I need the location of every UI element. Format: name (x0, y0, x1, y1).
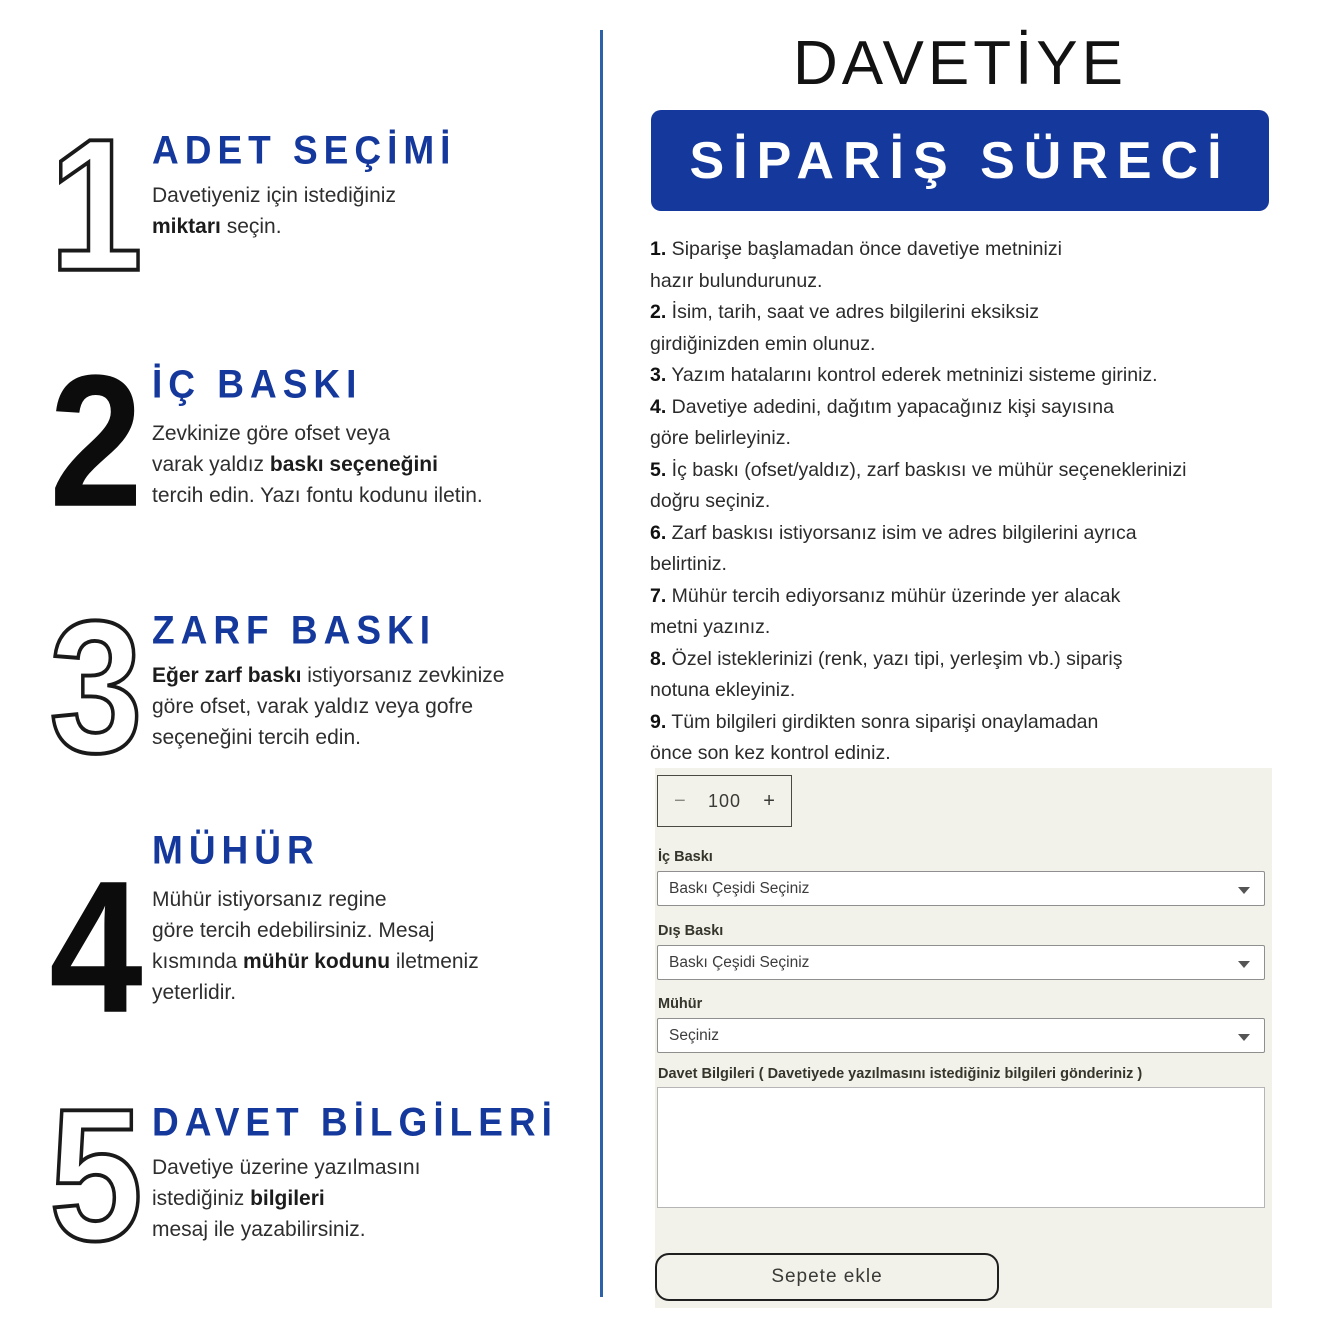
instruction-text: notuna ekleyiniz. (650, 679, 796, 701)
quantity-increase-button[interactable]: + (763, 789, 775, 812)
muhur-label: Mühür (658, 996, 703, 1012)
instruction-text: belirtiniz. (650, 553, 727, 575)
ic-baski-selected-value: Baskı Çeşidi Seçiniz (669, 879, 810, 897)
page-title: DAVETİYE (792, 29, 1128, 98)
step-1-title: ADET SEÇİMİ (152, 128, 457, 173)
step-4 (0, 828, 600, 1053)
davet-bilgileri-label: Davet Bilgileri ( Davetiyede yazılmasını istediğiniz bilgileri gönderiniz ) (658, 1066, 1143, 1082)
step-1-text-2: seçin. (220, 215, 282, 238)
add-to-cart-button[interactable] (655, 1253, 999, 1301)
step-4-title: MÜHÜR (152, 828, 320, 873)
davet-bilgileri-textarea[interactable] (657, 1087, 1265, 1208)
instruction-text: Siparişe başlamadan önce davetiye metninizi (666, 238, 1062, 260)
instruction-number: 3. (650, 364, 667, 386)
instruction-text: İç baskı (ofset/yaldız), zarf baskısı ve mühür seçeneklerinizi (666, 458, 1187, 481)
instruction-item (650, 581, 1290, 644)
step-3 (0, 581, 600, 793)
instruction-number: 9. (650, 710, 667, 733)
add-to-cart-label: Sepete ekle (771, 1266, 883, 1287)
instruction-item (650, 297, 1290, 360)
muhur-select[interactable] (657, 1018, 1265, 1053)
step-3-text: istiyorsanız zevkinize (301, 664, 505, 687)
step-5-body (152, 1152, 582, 1245)
chevron-down-icon (1238, 1034, 1250, 1041)
instruction-item (650, 392, 1290, 455)
step-5-text-2: istediğiniz (152, 1187, 251, 1210)
step-1-text: Davetiyeniz için istediğiniz (152, 184, 396, 207)
instruction-text: Tüm bilgileri girdikten sonra siparişi onaylamadan (666, 710, 1099, 733)
step-3-title: ZARF BASKI (152, 608, 437, 653)
step-2-title: İÇ BASKI (152, 362, 363, 407)
instruction-number: 4. (650, 395, 667, 418)
step-3-number: 3 (49, 581, 139, 793)
instruction-number: 1. (650, 238, 667, 260)
step-1-body (152, 180, 582, 242)
step-2-bold-text: baskı seçeneğini (269, 453, 438, 476)
step-4-text-5: yeterlidir. (152, 981, 237, 1004)
step-5-number: 5 (49, 1069, 139, 1281)
instruction-number: 6. (650, 521, 667, 544)
step-2-text: Zevkinize göre ofset veya (152, 422, 391, 445)
step-4-bold-text: mühür kodunu (243, 950, 391, 973)
step-4-number: 4 (49, 841, 139, 1053)
step-4-text-3: kısmında (152, 950, 244, 973)
quantity-stepper[interactable] (657, 775, 792, 827)
instruction-item (650, 455, 1290, 518)
instruction-number: 2. (650, 301, 667, 323)
instruction-item (650, 644, 1290, 707)
quantity-value: 100 (707, 790, 742, 811)
step-2-body (152, 418, 582, 511)
instruction-text: göre belirleyiniz. (650, 427, 791, 449)
order-process-banner (651, 110, 1269, 211)
chevron-down-icon (1238, 961, 1250, 968)
instruction-item (650, 518, 1290, 581)
step-3-text-2: göre ofset, varak yaldız veya gofre (152, 695, 473, 718)
step-1 (0, 99, 600, 311)
ic-baski-label: İç Baskı (658, 849, 713, 865)
instruction-text: hazır bulundurunuz. (650, 269, 823, 292)
chevron-down-icon (1238, 887, 1250, 894)
instruction-text: Mühür tercih ediyorsanız mühür üzerinde yer alacak (666, 584, 1121, 607)
instruction-number: 8. (650, 647, 667, 670)
instructions-list (650, 234, 1290, 770)
ic-baski-select[interactable] (657, 871, 1265, 906)
instruction-item (650, 234, 1290, 297)
step-1-number: 1 (49, 99, 139, 311)
step-2-number: 2 (49, 335, 139, 547)
muhur-selected-value: Seçiniz (669, 1026, 719, 1044)
step-4-text-2: göre tercih edebilirsiniz. Mesaj (152, 919, 435, 942)
step-2 (0, 335, 600, 547)
vertical-divider (600, 30, 603, 1297)
instruction-text: girdiğinizden emin olunuz. (650, 332, 876, 355)
banner-label: SİPARİŞ SÜRECİ (689, 131, 1231, 190)
order-form-panel (655, 768, 1272, 1308)
step-5-text: Davetiye üzerine yazılmasını (152, 1156, 421, 1179)
dis-baski-selected-value: Baskı Çeşidi Seçiniz (669, 953, 810, 971)
step-1-bold-text: miktarı (152, 215, 221, 238)
instruction-item (650, 707, 1290, 770)
quantity-decrease-button[interactable]: − (674, 789, 686, 812)
instruction-text: metni yazınız. (650, 616, 771, 638)
step-3-body (152, 660, 582, 753)
step-2-text-3: tercih edin. Yazı fontu kodunu iletin. (152, 484, 483, 507)
instruction-text: Yazım hatalarını kontrol ederek metninizi sisteme giriniz. (666, 364, 1158, 386)
instruction-number: 5. (650, 458, 667, 481)
instruction-text: Davetiye adedini, dağıtım yapacağınız kişi sayısına (666, 395, 1114, 418)
step-3-text-3: seçeneğini tercih edin. (152, 726, 361, 749)
dis-baski-select[interactable] (657, 945, 1265, 980)
step-3-bold-text: Eğer zarf baskı (152, 664, 302, 687)
instruction-item (650, 360, 1290, 392)
step-4-text: Mühür istiyorsanız regine (152, 888, 387, 911)
instruction-text: Özel isteklerinizi (renk, yazı tipi, yerleşim vb.) sipariş (666, 647, 1123, 670)
step-5 (0, 1069, 600, 1281)
instruction-text: önce son kez kontrol ediniz. (650, 742, 891, 764)
step-5-text-3: mesaj ile yazabilirsiniz. (152, 1218, 366, 1241)
step-5-bold-text: bilgileri (250, 1187, 325, 1210)
instruction-text: İsim, tarih, saat ve adres bilgilerini eksiksiz (666, 301, 1040, 323)
instruction-text: Zarf baskısı istiyorsanız isim ve adres bilgilerini ayrıca (666, 521, 1137, 544)
instruction-text: doğru seçiniz. (650, 490, 771, 512)
step-5-title: DAVET BİLGİLERİ (152, 1100, 558, 1145)
step-2-text-2: varak yaldız (152, 453, 270, 476)
step-4-text-4: iletmeniz (390, 950, 479, 973)
step-4-body (152, 884, 582, 1008)
dis-baski-label: Dış Baskı (658, 923, 724, 939)
instruction-number: 7. (650, 584, 667, 607)
